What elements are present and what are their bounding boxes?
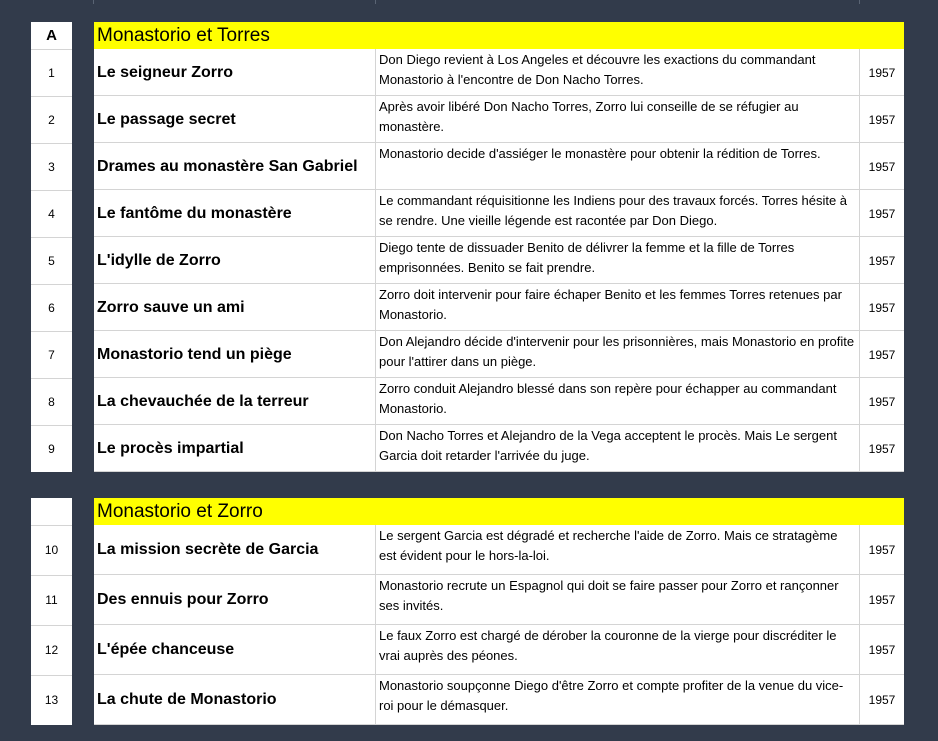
table-row [94,96,904,143]
blank-header-cell[interactable] [31,498,72,525]
episode-year[interactable]: 1957 [859,237,904,284]
row-divider [94,724,904,725]
table-row [94,425,904,472]
episode-year[interactable]: 1957 [859,575,904,625]
episode-description[interactable]: Don Diego revient à Los Angeles et découvre les exactions du commandant Monastorio à l'encontre de Don Nacho Torres. [375,49,859,96]
episode-title[interactable]: Le passage secret [97,110,236,128]
episode-title[interactable]: Monastorio tend un piège [97,345,292,363]
row-divider [31,331,72,332]
row-divider [31,525,72,526]
table-row [94,675,904,725]
table-row [94,190,904,237]
row-number-column [31,22,72,472]
episode-description[interactable]: Diego tente de dissuader Benito de délivrer la femme et la fille de Torres emprisonnées. Benito se fait prendre. [375,237,859,284]
episode-title[interactable]: L'idylle de Zorro [97,251,221,269]
episode-title[interactable]: Zorro sauve un ami [97,298,245,316]
table-row [94,284,904,331]
episode-year[interactable]: 1957 [859,625,904,675]
episode-description[interactable]: Monastorio recrute un Espagnol qui doit se faire passer pour Zorro et rançonner ses invités. [375,575,859,625]
row-number[interactable]: 13 [31,675,72,725]
row-divider [31,96,72,97]
row-number[interactable]: 1 [31,49,72,96]
episode-title[interactable]: Le procès impartial [97,439,244,457]
row-number[interactable]: 8 [31,378,72,425]
episode-title[interactable]: L'épée chanceuse [97,641,235,658]
row-number[interactable]: 3 [31,143,72,190]
row-divider [31,575,72,576]
row-number[interactable]: 11 [31,575,72,625]
row-divider [31,378,72,379]
row-number[interactable]: 2 [31,96,72,143]
episode-table [94,22,904,472]
section-title[interactable]: Monastorio et Torres [94,22,904,49]
row-number[interactable]: 12 [31,625,72,675]
episode-description[interactable]: Monastorio decide d'assiéger le monastère pour obtenir la rédition de Torres. [375,143,859,190]
episode-year[interactable]: 1957 [859,675,904,725]
row-divider [31,675,72,676]
row-number[interactable]: 6 [31,284,72,331]
row-divider [94,471,904,472]
episode-description[interactable]: Monastorio soupçonne Diego d'être Zorro et compte profiter de la venue du vice-roi pour le démasquer. [375,675,859,725]
table-row [94,143,904,190]
row-number[interactable]: 5 [31,237,72,284]
row-divider [31,425,72,426]
episode-description[interactable]: Le sergent Garcia est dégradé et recherche l'aide de Zorro. Mais ce stratagème est évident pour le hors-la-loi. [375,525,859,575]
episode-description[interactable]: Le commandant réquisitionne les Indiens pour des travaux forcés. Torres hésite à se rendre. Une vieille légende est racontée par Don Diego. [375,190,859,237]
episode-table [94,498,904,725]
episode-year[interactable]: 1957 [859,284,904,331]
row-number[interactable]: 7 [31,331,72,378]
episode-year[interactable]: 1957 [859,96,904,143]
episode-title[interactable]: Des ennuis pour Zorro [97,591,269,608]
table-row [94,331,904,378]
episode-description[interactable]: Don Alejandro décide d'intervenir pour les prisonnières, mais Monastorio en profite pour l'attirer dans un piège. [375,331,859,378]
row-number[interactable]: 9 [31,425,72,472]
episode-year[interactable]: 1957 [859,525,904,575]
episode-description[interactable]: Le faux Zorro est chargé de dérober la couronne de la vierge pour discréditer le vrai auprès des péones. [375,625,859,675]
table-row [94,237,904,284]
table-row [94,625,904,675]
episode-year[interactable]: 1957 [859,143,904,190]
episode-year[interactable]: 1957 [859,331,904,378]
episode-description[interactable]: Zorro conduit Alejandro blessé dans son repère pour échapper au commandant Monastorio. [375,378,859,425]
episode-title[interactable]: La mission secrète de Garcia [97,541,319,558]
episode-title[interactable]: Drames au monastère San Gabriel [97,157,358,175]
row-divider [31,625,72,626]
episode-year[interactable]: 1957 [859,425,904,472]
row-divider [31,284,72,285]
row-number[interactable]: 4 [31,190,72,237]
row-divider [31,143,72,144]
episode-title[interactable]: La chevauchée de la terreur [97,392,309,410]
row-divider [31,190,72,191]
top-gridlines [0,0,938,4]
row-number[interactable]: 10 [31,525,72,575]
episode-year[interactable]: 1957 [859,378,904,425]
episode-year[interactable]: 1957 [859,49,904,96]
row-divider [31,237,72,238]
episode-description[interactable]: Don Nacho Torres et Alejandro de la Vega acceptent le procès. Mais Le sergent Garcia doit retarder l'arrivée du juge. [375,425,859,472]
table-row [94,378,904,425]
row-divider [31,49,72,50]
row-number-column [31,498,72,725]
episode-title[interactable]: La chute de Monastorio [97,691,277,708]
episode-title[interactable]: Le seigneur Zorro [97,63,234,81]
episode-description[interactable]: Zorro doit intervenir pour faire échaper Benito et les femmes Torres retenues par Monastorio. [375,284,859,331]
episode-description[interactable]: Après avoir libéré Don Nacho Torres, Zorro lui conseille de se réfugier au monastère. [375,96,859,143]
table-row [94,49,904,96]
episode-year[interactable]: 1957 [859,190,904,237]
episode-title[interactable]: Le fantôme du monastère [97,204,292,222]
table-row [94,525,904,575]
column-header-a[interactable]: A [31,22,72,49]
table-row [94,575,904,625]
section-title[interactable]: Monastorio et Zorro [94,498,904,525]
